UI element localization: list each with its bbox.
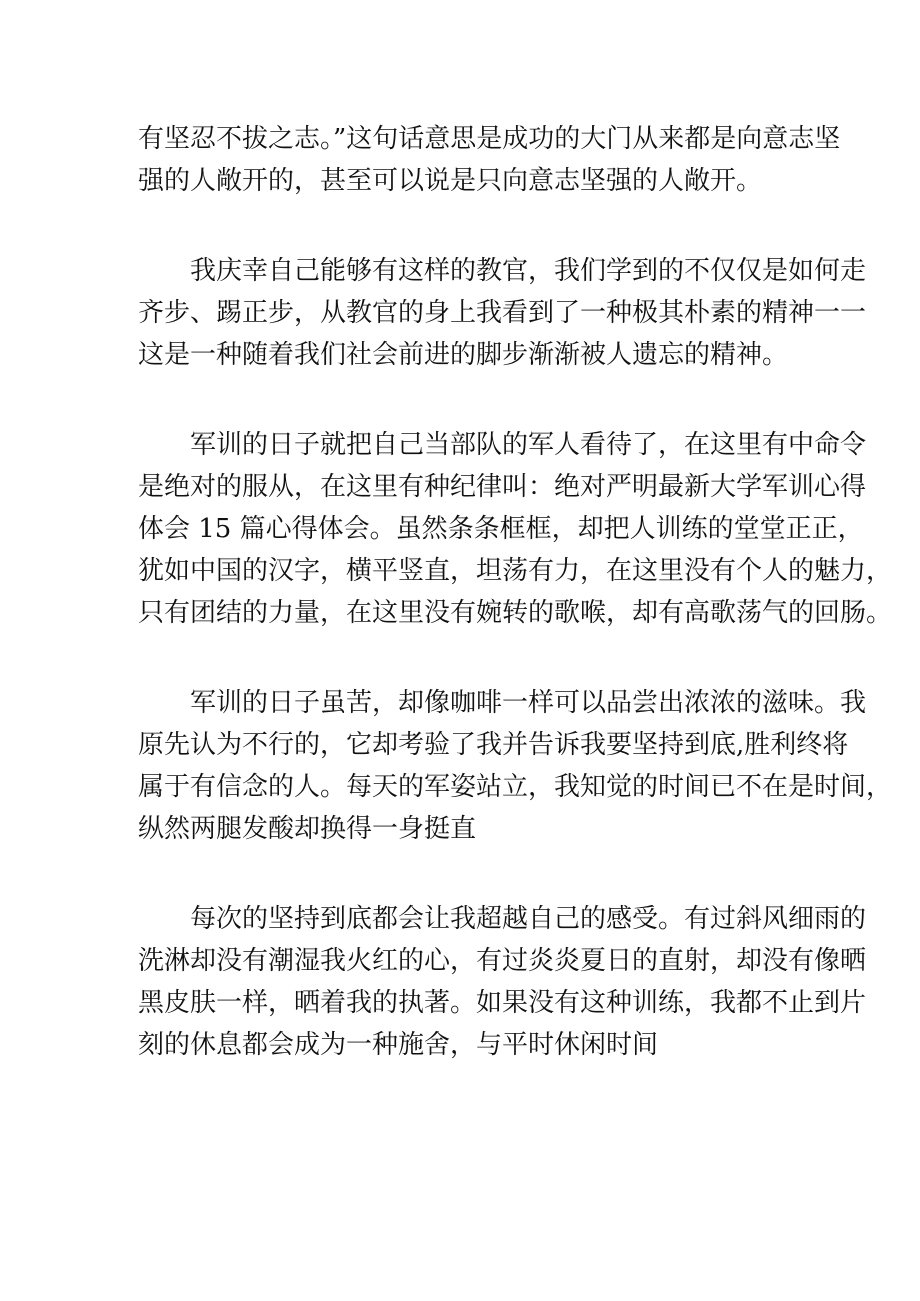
paragraph-2 (138, 250, 867, 376)
paragraph-3 (138, 424, 893, 634)
text-line: 体会 15 篇心得体会。虽然条条框框，却把人训练的堂堂正正， (138, 514, 864, 544)
document-body (138, 118, 893, 1114)
text-line: 是绝对的服从，在这里有种纪律叫：绝对严明最新大学军训心得 (138, 472, 867, 502)
text-line: 我庆幸自己能够有这样的教官，我们学到的不仅仅是如何走 (190, 256, 867, 286)
paragraph-1 (138, 118, 841, 202)
text-line: 齐步、踢正步，从教官的身上我看到了一种极其朴素的精神一一 (138, 298, 867, 328)
text-line: 只有团结的力量，在这里没有婉转的歌喉，却有高歌荡气的回肠。 (138, 598, 893, 628)
text-line: 属于有信念的人。每天的军姿站立，我知觉的时间已不在是时间， (138, 772, 893, 802)
text-line: 纵然两腿发酸却换得一身挺直 (138, 814, 477, 844)
text-line: 黑皮肤一样，晒着我的执著。如果没有这种训练，我都不止到片 (138, 988, 867, 1018)
paragraph-5 (138, 898, 867, 1066)
text-line: 有坚忍不拔之志。”这句话意思是成功的大门从来都是向意志坚 (138, 124, 841, 154)
text-line: 这是一种随着我们社会前进的脚步渐渐被人遗忘的精神。 (138, 340, 789, 370)
text-line: 强的人敞开的，甚至可以说是只向意志坚强的人敞开。 (138, 166, 763, 196)
text-line: 犹如中国的汉字，横平竖直，坦荡有力，在这里没有个人的魅力， (138, 556, 893, 586)
text-line: 军训的日子虽苦，却像咖啡一样可以品尝出浓浓的滋味。我 (190, 688, 867, 718)
text-line: 刻的休息都会成为一种施舍，与平时休闲时间 (138, 1030, 659, 1060)
paragraph-4 (138, 682, 893, 850)
text-line: 每次的坚持到底都会让我超越自己的感受。有过斜风细雨的 (190, 904, 867, 934)
text-line: 军训的日子就把自己当部队的军人看待了，在这里有中命令 (190, 430, 867, 460)
text-line: 原先认为不行的，它却考验了我并告诉我要坚持到底,胜利终将 (138, 730, 849, 760)
text-line: 洗淋却没有潮湿我火红的心，有过炎炎夏日的直射，却没有像晒 (138, 946, 867, 976)
